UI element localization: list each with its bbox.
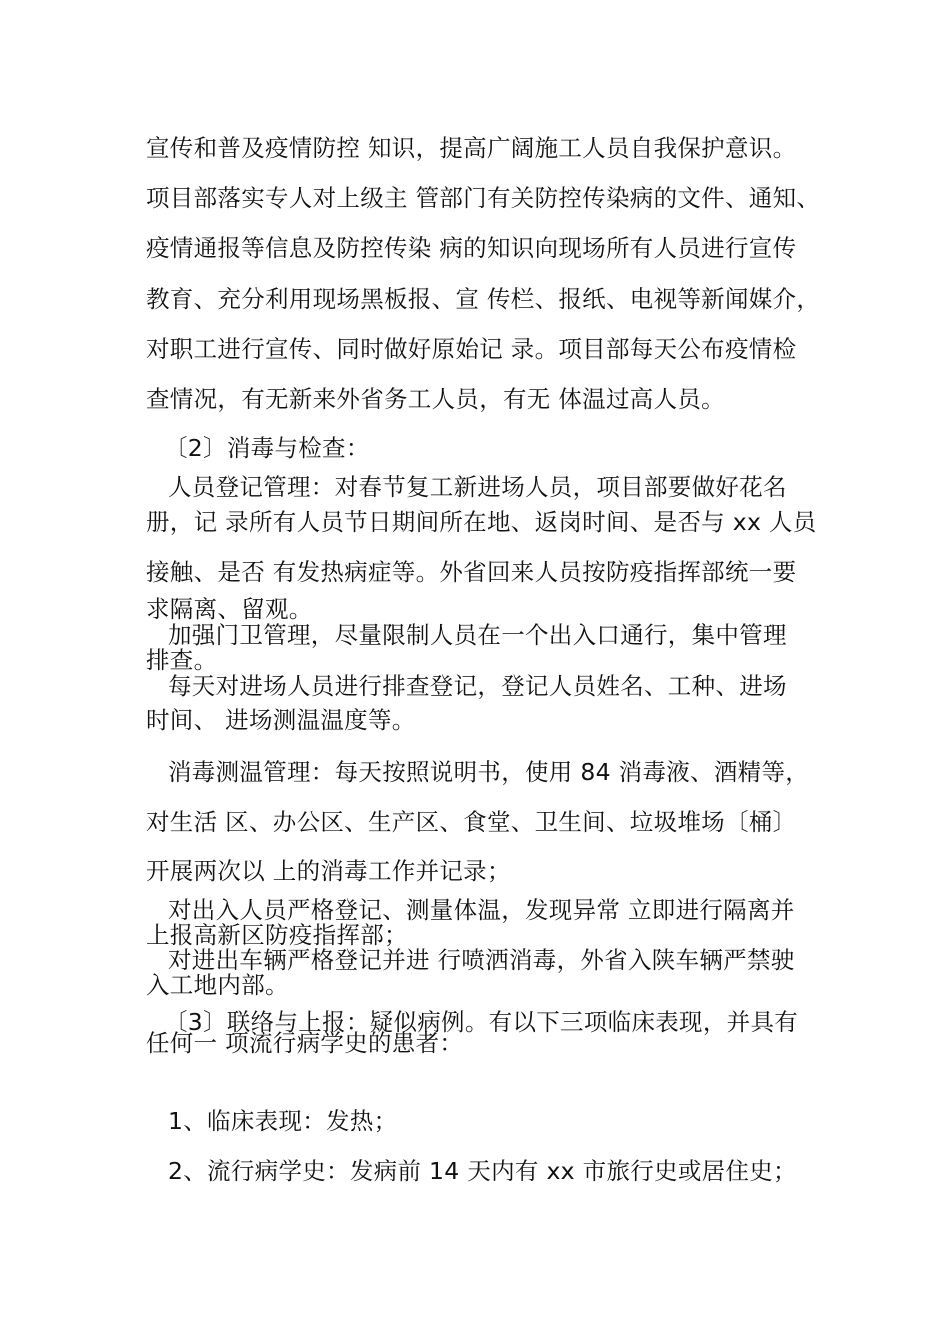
- text-line: 排查。: [146, 646, 218, 674]
- text-line: 求隔离、留观。: [146, 595, 313, 623]
- text-line: 任何一 项流行病学史的患者：: [146, 1029, 464, 1057]
- section-heading: 〔2〕消毒与检查：: [164, 434, 370, 462]
- text-line: 对出入人员严格登记、测量体温，发现异常 立即进行隔离并: [168, 896, 795, 924]
- list-item: 1、临床表现：发热；: [168, 1107, 398, 1135]
- text-line: 消毒测温管理：每天按照说明书，使用 84 消毒液、酒精等，: [168, 758, 810, 786]
- text-line: 时间、 进场测温温度等。: [146, 706, 416, 734]
- text-line: 对职工进行宣传、同时做好原始记 录。项目部每天公布疫情检: [146, 335, 797, 363]
- list-item: 2、流行病学史：发病前 14 天内有 xx 市旅行史或居住史；: [168, 1157, 797, 1185]
- text-line: 加强门卫管理，尽量限制人员在一个出入口通行，集中管理: [168, 621, 787, 649]
- text-line: 宣传和普及疫情防控 知识，提高广阔施工人员自我保护意识。: [146, 134, 797, 162]
- text-line: 疫情通报等信息及防控传染 病的知识向现场所有人员进行宣传: [146, 234, 797, 262]
- text-line: 开展两次以 上的消毒工作并记录；: [146, 857, 511, 885]
- text-line: 查情况，有无新来外省务工人员，有无 体温过高人员。: [146, 385, 725, 413]
- text-line: 项目部落实专人对上级主 管部门有关防控传染病的文件、通知、: [146, 184, 821, 212]
- text-line: 入工地内部。: [146, 971, 289, 999]
- text-line: 教育、充分利用现场黑板报、宣 传栏、报纸、电视等新闻媒介，: [146, 285, 821, 313]
- text-line: 对生活 区、办公区、生产区、食堂、卫生间、垃圾堆场〔桶〕: [146, 808, 797, 836]
- text-line: 每天对进场人员进行排查登记，登记人员姓名、工种、进场: [168, 672, 787, 700]
- text-line: 接触、是否 有发热病症等。外省回来人员按防疫指挥部统一要: [146, 558, 797, 586]
- text-line: 上报高新区防疫指挥部；: [146, 921, 408, 949]
- text-line: 册，记 录所有人员节日期间所在地、返岗时间、是否与 xx 人员: [146, 508, 817, 536]
- text-line: 对进出车辆严格登记并进 行喷洒消毒，外省入陕车辆严禁驶: [168, 946, 795, 974]
- text-line: 人员登记管理：对春节复工新进场人员，项目部要做好花名: [168, 473, 787, 501]
- section-heading: 〔3〕联络与上报：疑似病例。有以下三项临床表现，并具有: [164, 1008, 799, 1036]
